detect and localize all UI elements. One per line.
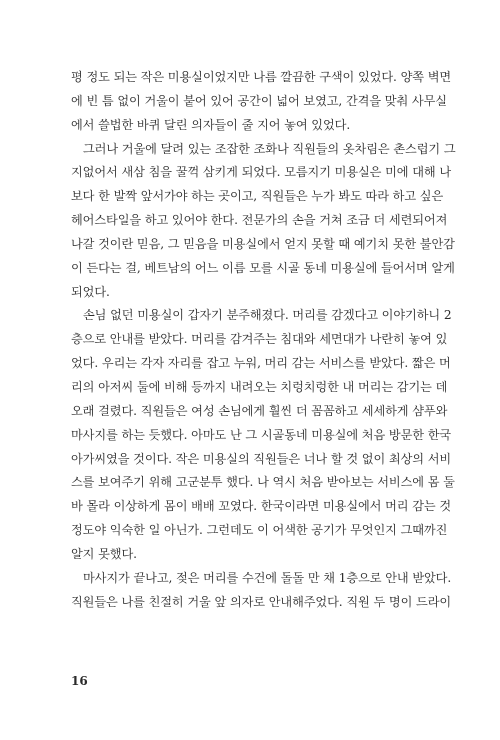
text-line: 보다 한 발짝 앞서가야 하는 곳이고, 직원들은 누가 봐도 따라 하고 싶은 [71,189,444,204]
text-line: 나갈 것이란 믿음, 그 믿음을 미용실에서 얻지 못할 때 예기치 못한 불안감 [71,236,455,251]
text-line: 그러나 거울에 달려 있는 조잡한 조화나 직원들의 옷차림은 촌스럽기 그 [83,141,456,156]
text-line: 스를 보여주기 위해 고군분투 했다. 나 역시 처음 받아보는 서비스에 몸 둘 [71,475,455,490]
text-line: 마사지가 끝나고, 젖은 머리를 수건에 돌돌 만 채 1층으로 안내 받았다. [83,570,452,585]
body-text [71,66,456,614]
text-line: 정도야 익숙한 일 아닌가. 그런데도 이 어색한 공기가 무엇인지 그때까진 [71,523,448,538]
text-line: 손님 없던 미용실이 갑자기 분주해졌다. 머리를 감겠다고 이야기하니 2 [83,308,452,323]
page-number: 16 [71,674,88,688]
text-line: 바 몰라 이상하게 몸이 배배 꼬였다. 한국이라면 미용실에서 머리 감는 것 [71,499,452,514]
text-line: 에서 쓸법한 바퀴 달린 의자들이 줄 지어 놓여 있었다. [71,117,351,132]
text-line: 직원들은 나를 친절히 거울 앞 의자로 안내해주었다. 직원 두 명이 드라이 [71,594,452,609]
text-line: 평 정도 되는 작은 미용실이었지만 나름 깔끔한 구색이 있었다. 양쪽 벽면 [71,70,452,84]
text-line: 에 빈 틈 없이 거울이 붙어 있어 공간이 넓어 보였고, 간격을 맞춰 사무실 [71,93,447,108]
text-line: 리의 아저씨 둘에 비해 등까지 내려오는 치렁치렁한 내 머리는 감기는 데 [71,379,448,394]
text-line: 층으로 안내를 받았다. 머리를 감겨주는 침대와 세면대가 나란히 놓여 있 [71,332,448,347]
text-line: 이 든다는 걸, 베트남의 어느 이름 모를 시골 동네 미용실에 들어서며 알게 [71,260,455,275]
text-line: 되었다. [71,284,110,299]
text-line: 었다. 우리는 각자 자리를 잡고 누워, 머리 감는 서비스를 받았다. 짧은 머 [71,356,451,371]
text-line: 아가씨였을 것이다. 작은 미용실의 직원들은 너나 할 것 없이 최상의 서비 [71,451,452,466]
text-line: 지없어서 새삼 침을 꿀꺽 삼키게 되었다. 모름지기 미용실은 미에 대해 나 [71,165,452,180]
text-line: 헤어스타일을 하고 있어야 한다. 전문가의 손을 거쳐 조금 더 세련되어져 [71,213,448,228]
text-line: 마사지를 하는 듯했다. 아마도 난 그 시골동네 미용실에 처음 방문한 한국 [71,427,452,442]
text-line: 오래 걸렸다. 직원들은 여성 손님에게 훨씬 더 꼼꼼하고 세세하게 샴푸와 [71,403,448,418]
text-line: 알지 못했다. [71,546,137,561]
